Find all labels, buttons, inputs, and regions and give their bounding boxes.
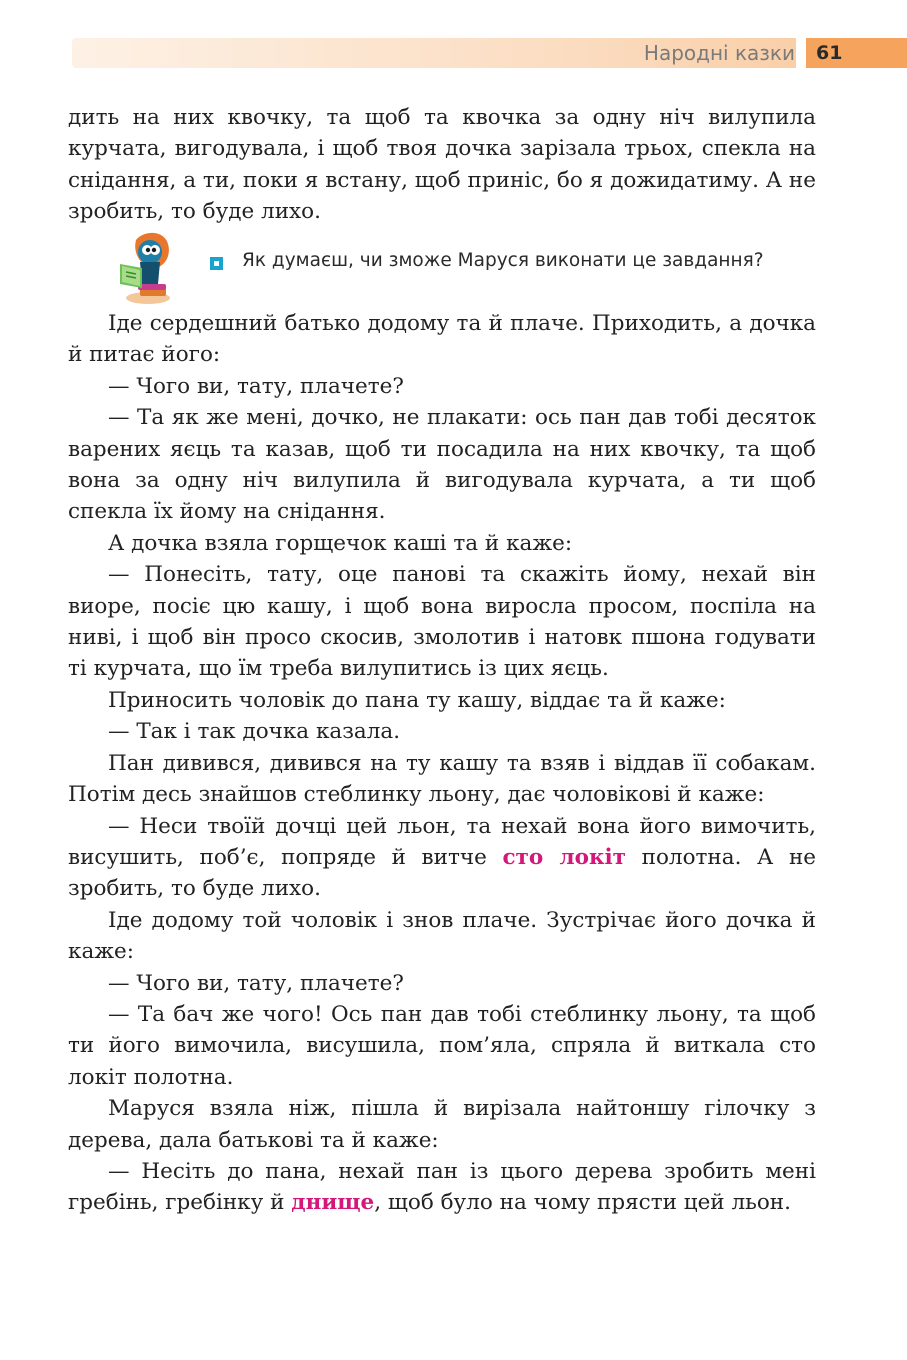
question-text: Як думаєш, чи зможе Маруся виконати це завдання? (242, 250, 764, 271)
story-paragraph: Приносить чоловік до пана ту кашу, віддає та й каже: (108, 687, 726, 713)
question-bullet-icon (210, 257, 223, 270)
section-title: Народні казки (643, 41, 795, 65)
story-paragraph: Маруся взяла ніж, пішла й вирізала найтоншу гілочку з дерева, дала батькові та й каже: (68, 1096, 816, 1153)
story-paragraph: — Та бач же чого! Ось пан дав тобі стеблинку льону, та щоб ти його вимочила, висушила, пом’яла, спряла й виткала сто локіт полотна. (68, 1001, 816, 1090)
story-text (68, 308, 816, 1219)
intro-paragraph: дить на них квочку, та щоб та квочка за одну ніч вилупила курчата, вигодувала, і щоб твоя дочка зарізала трьох, спекла на снідання, а ти, поки я встану, щоб приніс, бо я дожидатиму. А не зробить, то буде лихо. (68, 105, 816, 225)
story-paragraph: — Чого ви, тату, плачете? (108, 373, 404, 399)
highlighted-term: днище (291, 1190, 375, 1216)
story-paragraph: Пан дивився, дивився на ту кашу та взяв і віддав її собакам. Потім десь знайшов стеблинку льону, дає чоловікові й каже: (68, 750, 816, 808)
paragraph-text: — Неси твоїй дочці цей льон, та нехай вона його вимочить, висушить, поб’є, попряде й витче (68, 813, 816, 870)
story-paragraph: — Чого ви, тату, плачете? (108, 970, 404, 996)
story-paragraph: Іде сердешний батько додому та й плаче. Приходить, а дочка й питає його: (68, 311, 816, 368)
intro-text (68, 102, 816, 228)
story-paragraph (68, 1156, 816, 1219)
story-paragraph: — Та як же мені, дочко, не плакати: ось пан дав тобі десяток варених яєць та казав, щоб ти посадила на них квочку, та щоб вона за одну ніч вилупила й вигодувала курчата, а ти щоб спекла їх йому на снідання. (68, 405, 816, 525)
story-paragraph: Іде додому той чоловік і знов плаче. Зустрічає його дочка й каже: (68, 907, 816, 965)
page-number: 61 (816, 42, 843, 64)
story-paragraph: А дочка взяла горщечок каші та й каже: (108, 530, 573, 556)
paragraph-text: , щоб було на чому прясти цей льон. (374, 1190, 791, 1216)
story-paragraph: — Понесіть, тату, оце панові та скажіть йому, нехай він виоре, посіє цю кашу, і щоб вона виросла просом, поспіла на ниві, і щоб він просо скосив, змолотив і натовк пшона годувати ті курчата, що їм треба вилупитись із цих яєць. (68, 562, 816, 682)
paragraph-text: — Несіть до пана, нехай пан із цього дерева зробить мені гребінь, гребінку й (68, 1158, 816, 1216)
paragraph-text: полотна. А не зробить, то буде лихо. (68, 844, 816, 902)
story-paragraph (68, 811, 816, 905)
story-paragraph: — Так і так дочка казала. (108, 719, 401, 745)
question-block (114, 232, 834, 306)
reading-owl-mascot-icon (114, 232, 174, 306)
highlighted-term: сто локіт (502, 844, 627, 870)
